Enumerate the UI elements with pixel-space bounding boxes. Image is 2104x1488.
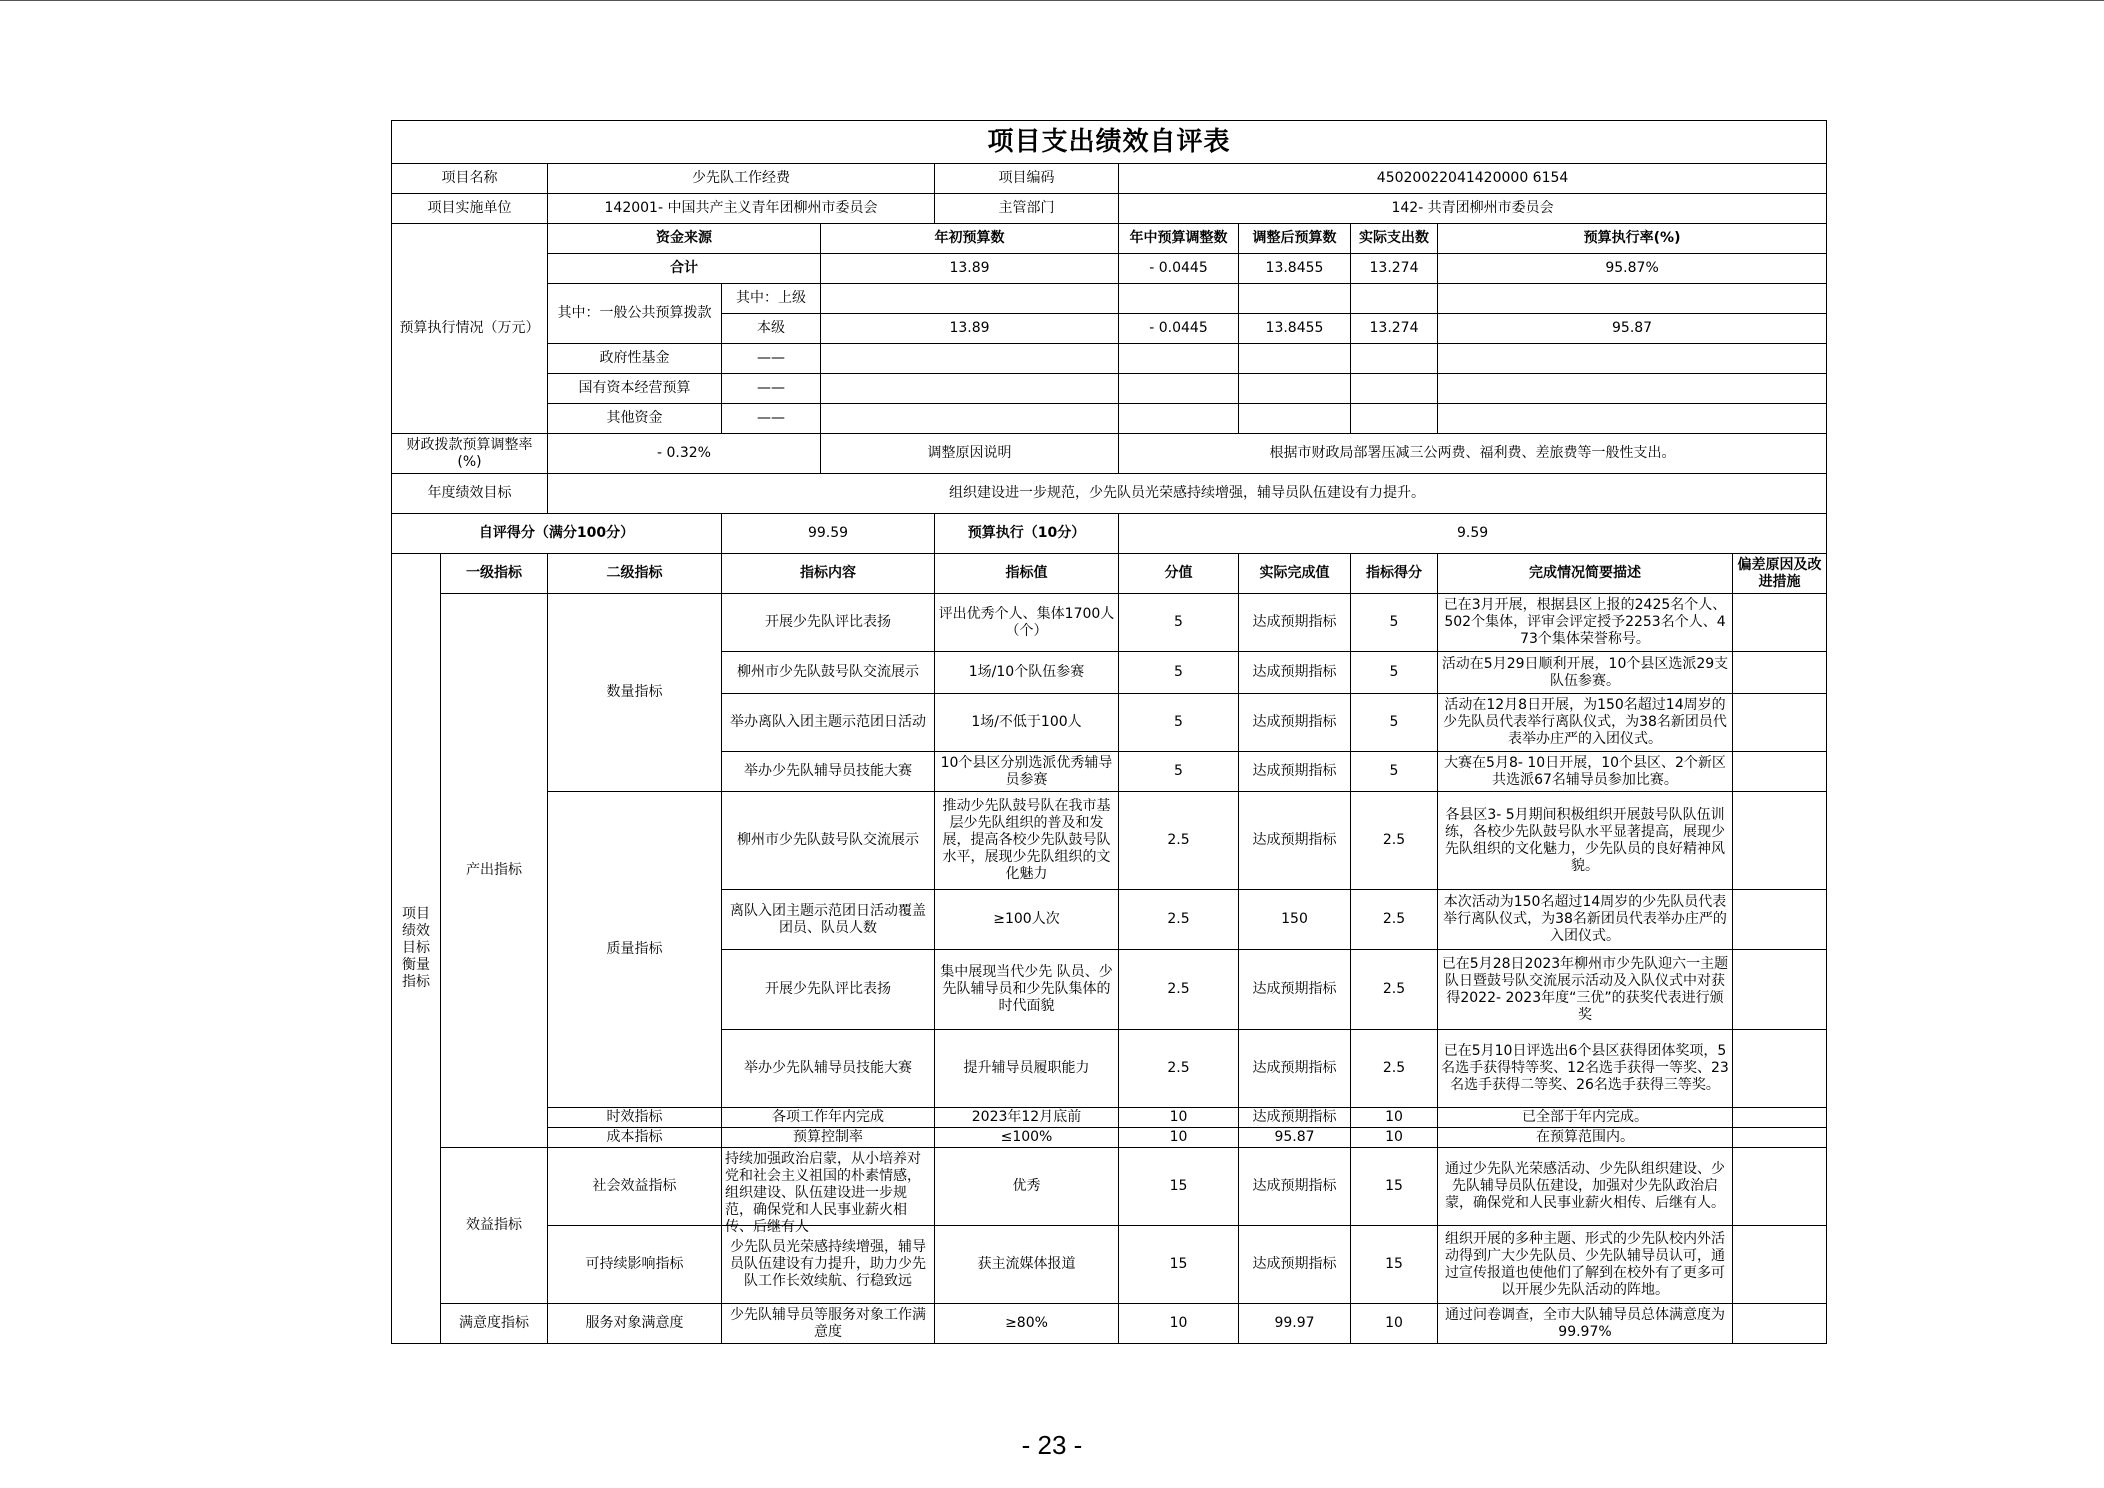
indicator-value: ≥80% — [935, 1304, 1119, 1344]
table-row — [392, 1128, 1827, 1148]
indicator-deviation — [1733, 1030, 1827, 1108]
upper-adjusted — [1239, 284, 1351, 314]
other-fund-label: 其他资金 — [548, 404, 722, 434]
indicator-got: 10 — [1351, 1128, 1438, 1148]
indicator-value: 推动少先队鼓号队在我市基层少先队组织的普及和发展，提高各校少先队鼓号队水平，展现少先队组织的文化魅力 — [935, 792, 1119, 890]
indicator-value: 获主流媒体报道 — [935, 1226, 1119, 1304]
self-score-label: 自评得分（满分100分） — [392, 514, 722, 554]
empty-cell — [821, 374, 1119, 404]
indicator-got: 2.5 — [1351, 950, 1438, 1030]
indicator-deviation — [1733, 890, 1827, 950]
indicator-score: 10 — [1119, 1128, 1239, 1148]
adjustment-reason: 根据市财政局部署压减三公两费、福利费、差旅费等一般性支出。 — [1119, 434, 1827, 474]
empty-cell — [1119, 404, 1239, 434]
state-capital-label: 国有资本经营预算 — [548, 374, 722, 404]
empty-cell — [1239, 344, 1351, 374]
indicator-score: 5 — [1119, 694, 1239, 752]
indicator-actual: 达成预期指标 — [1239, 752, 1351, 792]
level1-header: 一级指标 — [441, 554, 548, 594]
actual-header: 实际完成值 — [1239, 554, 1351, 594]
gov-fund-label: 政府性基金 — [548, 344, 722, 374]
indicator-description: 已在5月10日评选出6个县区获得团体奖项，5名选手获得特等奖、12名选手获得一等奖、23名选手获得二等奖、26名选手获得三等奖。 — [1438, 1030, 1733, 1108]
empty-cell — [1351, 344, 1438, 374]
indicator-score: 10 — [1119, 1108, 1239, 1128]
indicator-actual: 达成预期指标 — [1239, 694, 1351, 752]
indicator-score: 2.5 — [1119, 792, 1239, 890]
indicator-description: 组织开展的多种主题、形式的少先队校内外活动得到广大少先队员、少先队辅导员认可，通过宣传报道也使他们了解到在校外有了更多可以开展少先队活动的阵地。 — [1438, 1226, 1733, 1304]
indicator-content-cell — [722, 1148, 935, 1235]
indicator-value: 集中展现当代少先 队员、少先队辅导员和少先队集体的时代面貌 — [935, 950, 1119, 1030]
adjustment-reason-label: 调整原因说明 — [821, 434, 1119, 474]
total-label: 合计 — [548, 254, 821, 284]
indicator-score: 2.5 — [1119, 950, 1239, 1030]
empty-cell — [1119, 344, 1239, 374]
local-level-label: 本级 — [722, 314, 821, 344]
total-initial: 13.89 — [821, 254, 1119, 284]
service-satisfaction-indicator: 服务对象满意度 — [548, 1304, 722, 1344]
indicator-got: 2.5 — [1351, 890, 1438, 950]
indicator-actual: 99.97 — [1239, 1304, 1351, 1344]
indicator-content: 少先队员光荣感持续增强，辅导员队伍建设有力提升，助力少先队工作长效续航、行稳致远 — [722, 1226, 935, 1304]
indicator-actual: 达成预期指标 — [1239, 1108, 1351, 1128]
indicator-actual: 150 — [1239, 890, 1351, 950]
indicator-deviation — [1733, 1128, 1827, 1148]
indicator-value: 1场/不低于100人 — [935, 694, 1119, 752]
supervising-dept-label: 主管部门 — [935, 194, 1119, 224]
indicator-score: 5 — [1119, 652, 1239, 694]
local-initial: 13.89 — [821, 314, 1119, 344]
upper-actual — [1351, 284, 1438, 314]
state-capital-row — [392, 374, 1827, 404]
table-row — [392, 1304, 1827, 1344]
gov-fund-row — [392, 344, 1827, 374]
table-row — [392, 792, 1827, 890]
indicator-deviation — [1733, 792, 1827, 890]
table-row — [392, 1108, 1827, 1128]
total-rate: 95.87% — [1438, 254, 1827, 284]
execution-rate-header: 预算执行率(%) — [1438, 224, 1827, 254]
indicator-side-text: 项目绩效目标衡量指标 — [402, 906, 430, 990]
total-actual: 13.274 — [1351, 254, 1438, 284]
empty-cell — [1239, 404, 1351, 434]
indicator-got: 15 — [1351, 1148, 1438, 1226]
other-fund-row — [392, 404, 1827, 434]
cost-indicator: 成本指标 — [548, 1128, 722, 1148]
quality-indicator: 质量指标 — [548, 792, 722, 1108]
implementing-unit: 142001- 中国共产主义青年团柳州市委员会 — [548, 194, 935, 224]
indicator-value: 提升辅导员履职能力 — [935, 1030, 1119, 1108]
indicator-value: 评出优秀个人、集体1700人（个） — [935, 594, 1119, 652]
project-code-label: 项目编码 — [935, 164, 1119, 194]
indicator-deviation — [1733, 1226, 1827, 1304]
info-row-name — [392, 164, 1827, 194]
indicator-got: 5 — [1351, 694, 1438, 752]
empty-cell — [1351, 404, 1438, 434]
actual-spend-header: 实际支出数 — [1351, 224, 1438, 254]
budget-section-label: 预算执行情况（万元） — [392, 224, 548, 434]
indicator-score: 15 — [1119, 1148, 1239, 1226]
indicator-content: 持续加强政治启蒙，从小培养对党和社会主义祖国的朴素情感，组织建设、队伍建设进一步规范，确保党和人民事业薪火相传、后继有人 — [725, 1150, 921, 1235]
indicator-deviation — [1733, 1148, 1827, 1226]
empty-cell — [821, 404, 1119, 434]
indicator-deviation — [1733, 1108, 1827, 1128]
indicator-deviation — [1733, 752, 1827, 792]
budget-total-row — [392, 254, 1827, 284]
indicator-content: 举办少先队辅导员技能大赛 — [722, 1030, 935, 1108]
indicator-actual: 达成预期指标 — [1239, 1226, 1351, 1304]
level2-header: 二级指标 — [548, 554, 722, 594]
indicator-description: 活动在5月29日顺利开展，10个县区选派29支队伍参赛。 — [1438, 652, 1733, 694]
indicator-actual: 达成预期指标 — [1239, 792, 1351, 890]
empty-cell — [1438, 344, 1827, 374]
empty-cell — [1239, 374, 1351, 404]
indicator-score: 15 — [1119, 1226, 1239, 1304]
empty-cell — [1119, 374, 1239, 404]
indicator-score: 2.5 — [1119, 1030, 1239, 1108]
benefit-indicator: 效益指标 — [441, 1148, 548, 1304]
other-fund-dash: —— — [722, 404, 821, 434]
goal-row — [392, 474, 1827, 514]
table-title: 项目支出绩效自评表 — [392, 121, 1827, 164]
indicator-content: 柳州市少先队鼓号队交流展示 — [722, 792, 935, 890]
indicator-description: 通过少先队光荣感活动、少先队组织建设、少先队辅导员队伍建设，加强对少先队政治启蒙，确保党和人民事业薪火相传、后继有人。 — [1438, 1148, 1733, 1226]
description-header: 完成情况简要描述 — [1438, 554, 1733, 594]
indicator-value: ≤100% — [935, 1128, 1119, 1148]
indicator-deviation — [1733, 950, 1827, 1030]
indicator-content: 举办少先队辅导员技能大赛 — [722, 752, 935, 792]
indicator-got: 5 — [1351, 594, 1438, 652]
indicator-deviation — [1733, 1304, 1827, 1344]
title-row — [392, 121, 1827, 164]
sustainable-impact-indicator: 可持续影响指标 — [548, 1226, 722, 1304]
local-adjusted: 13.8455 — [1239, 314, 1351, 344]
table-row — [392, 1226, 1827, 1304]
indicator-actual: 达成预期指标 — [1239, 594, 1351, 652]
performance-evaluation-table — [391, 120, 1827, 1344]
indicator-header-row — [392, 554, 1827, 594]
empty-cell — [821, 344, 1119, 374]
state-capital-dash: —— — [722, 374, 821, 404]
self-score: 99.59 — [722, 514, 935, 554]
indicator-content: 柳州市少先队鼓号队交流展示 — [722, 652, 935, 694]
indicator-content: 预算控制率 — [722, 1128, 935, 1148]
indicator-value: ≥100人次 — [935, 890, 1119, 950]
upper-initial — [821, 284, 1119, 314]
indicator-got: 5 — [1351, 652, 1438, 694]
initial-budget-header: 年初预算数 — [821, 224, 1119, 254]
upper-adjust — [1119, 284, 1239, 314]
indicator-score: 5 — [1119, 752, 1239, 792]
adjusted-budget-header: 调整后预算数 — [1239, 224, 1351, 254]
score-row — [392, 514, 1827, 554]
indicator-description: 在预算范围内。 — [1438, 1128, 1733, 1148]
indicator-deviation — [1733, 694, 1827, 752]
project-name: 少先队工作经费 — [548, 164, 935, 194]
budget-exec-label: 预算执行（10分） — [935, 514, 1119, 554]
output-indicator: 产出指标 — [441, 594, 548, 1148]
mid-year-adjust-header: 年中预算调整数 — [1119, 224, 1239, 254]
indicator-description: 大赛在5月8- 10日开展，10个县区、2个新区共选派67名辅导员参加比赛。 — [1438, 752, 1733, 792]
table-row — [392, 1148, 1827, 1226]
indicator-actual: 达成预期指标 — [1239, 652, 1351, 694]
project-code: 45020022041420000 6154 — [1119, 164, 1827, 194]
got-header: 指标得分 — [1351, 554, 1438, 594]
project-name-label: 项目名称 — [392, 164, 548, 194]
indicator-got: 2.5 — [1351, 792, 1438, 890]
satisfaction-indicator: 满意度指标 — [441, 1304, 548, 1344]
indicator-description: 已在3月开展，根据县区上报的2425名个人、502个集体，评审会评定授予2253名个人、473个集体荣誉称号。 — [1438, 594, 1733, 652]
top-border-line — [0, 0, 2104, 1]
indicator-actual: 达成预期指标 — [1239, 950, 1351, 1030]
indicator-value: 优秀 — [935, 1148, 1119, 1226]
total-adjusted: 13.8455 — [1239, 254, 1351, 284]
gov-fund-dash: —— — [722, 344, 821, 374]
timeliness-indicator: 时效指标 — [548, 1108, 722, 1128]
deviation-header: 偏差原因及改进措施 — [1733, 554, 1827, 594]
implementing-unit-label: 项目实施单位 — [392, 194, 548, 224]
indicator-value: 2023年12月底前 — [935, 1108, 1119, 1128]
indicator-description: 各县区3- 5月期间积极组织开展鼓号队队伍训练，各校少先队鼓号队水平显著提高，展现少先队组织的文化魅力，少先队员的良好精神风貌。 — [1438, 792, 1733, 890]
score-header: 分值 — [1119, 554, 1239, 594]
indicator-actual: 达成预期指标 — [1239, 1148, 1351, 1226]
upper-rate — [1438, 284, 1827, 314]
local-rate: 95.87 — [1438, 314, 1827, 344]
local-actual: 13.274 — [1351, 314, 1438, 344]
indicator-got: 5 — [1351, 752, 1438, 792]
general-budget-label: 其中：一般公共预算拨款 — [548, 284, 722, 344]
indicator-deviation — [1733, 594, 1827, 652]
indicator-got: 10 — [1351, 1304, 1438, 1344]
indicator-got: 15 — [1351, 1226, 1438, 1304]
empty-cell — [1438, 374, 1827, 404]
adjustment-rate: - 0.32% — [548, 434, 821, 474]
indicator-score: 5 — [1119, 594, 1239, 652]
local-adjust: - 0.0445 — [1119, 314, 1239, 344]
upper-level-label: 其中：上级 — [722, 284, 821, 314]
indicator-content: 各项工作年内完成 — [722, 1108, 935, 1128]
indicator-content: 开展少先队评比表扬 — [722, 594, 935, 652]
indicator-actual: 达成预期指标 — [1239, 1030, 1351, 1108]
value-header: 指标值 — [935, 554, 1119, 594]
page-number: - 23 - — [1021, 1430, 1083, 1460]
social-benefit-indicator: 社会效益指标 — [548, 1148, 722, 1226]
indicator-description: 已在5月28日2023年柳州市少先队迎六一主题队日暨鼓号队交流展示活动及入队仪式中对获得2022- 2023年度“三优”的获奖代表进行颁奖 — [1438, 950, 1733, 1030]
adjustment-row — [392, 434, 1827, 474]
indicator-content: 举办离队入团主题示范团日活动 — [722, 694, 935, 752]
indicator-description: 通过问卷调查，全市大队辅导员总体满意度为99.97% — [1438, 1304, 1733, 1344]
indicator-description: 活动在12月8日开展，为150名超过14周岁的少先队员代表举行离队仪式，为38名新团员代表举办庄严的入团仪式。 — [1438, 694, 1733, 752]
indicator-content: 开展少先队评比表扬 — [722, 950, 935, 1030]
indicator-value: 10个县区分别选派优秀辅导员参赛 — [935, 752, 1119, 792]
total-adjust: - 0.0445 — [1119, 254, 1239, 284]
indicator-deviation — [1733, 652, 1827, 694]
fund-source-header: 资金来源 — [548, 224, 821, 254]
table-row — [392, 594, 1827, 652]
empty-cell — [1438, 404, 1827, 434]
adjustment-rate-label: 财政拨款预算调整率(%) — [392, 434, 548, 474]
budget-header-row — [392, 224, 1827, 254]
empty-cell — [1351, 374, 1438, 404]
indicator-score: 10 — [1119, 1304, 1239, 1344]
indicator-actual: 95.87 — [1239, 1128, 1351, 1148]
budget-exec-score: 9.59 — [1119, 514, 1827, 554]
indicator-side-label — [392, 554, 441, 1344]
indicator-content: 离队入团主题示范团日活动覆盖团员、队员人数 — [722, 890, 935, 950]
indicator-score: 2.5 — [1119, 890, 1239, 950]
annual-goal-label: 年度绩效目标 — [392, 474, 548, 514]
budget-upper-row — [392, 284, 1827, 314]
annual-goal: 组织建设进一步规范，少先队员光荣感持续增强，辅导员队伍建设有力提升。 — [548, 474, 1827, 514]
indicator-description: 已全部于年内完成。 — [1438, 1108, 1733, 1128]
supervising-dept: 142- 共青团柳州市委员会 — [1119, 194, 1827, 224]
indicator-description: 本次活动为150名超过14周岁的少先队员代表举行离队仪式，为38名新团员代表举办庄严的入团仪式。 — [1438, 890, 1733, 950]
indicator-got: 2.5 — [1351, 1030, 1438, 1108]
indicator-got: 10 — [1351, 1108, 1438, 1128]
quantity-indicator: 数量指标 — [548, 594, 722, 792]
indicator-value: 1场/10个队伍参赛 — [935, 652, 1119, 694]
info-row-unit — [392, 194, 1827, 224]
indicator-content: 少先队辅导员等服务对象工作满意度 — [722, 1304, 935, 1344]
content-header: 指标内容 — [722, 554, 935, 594]
